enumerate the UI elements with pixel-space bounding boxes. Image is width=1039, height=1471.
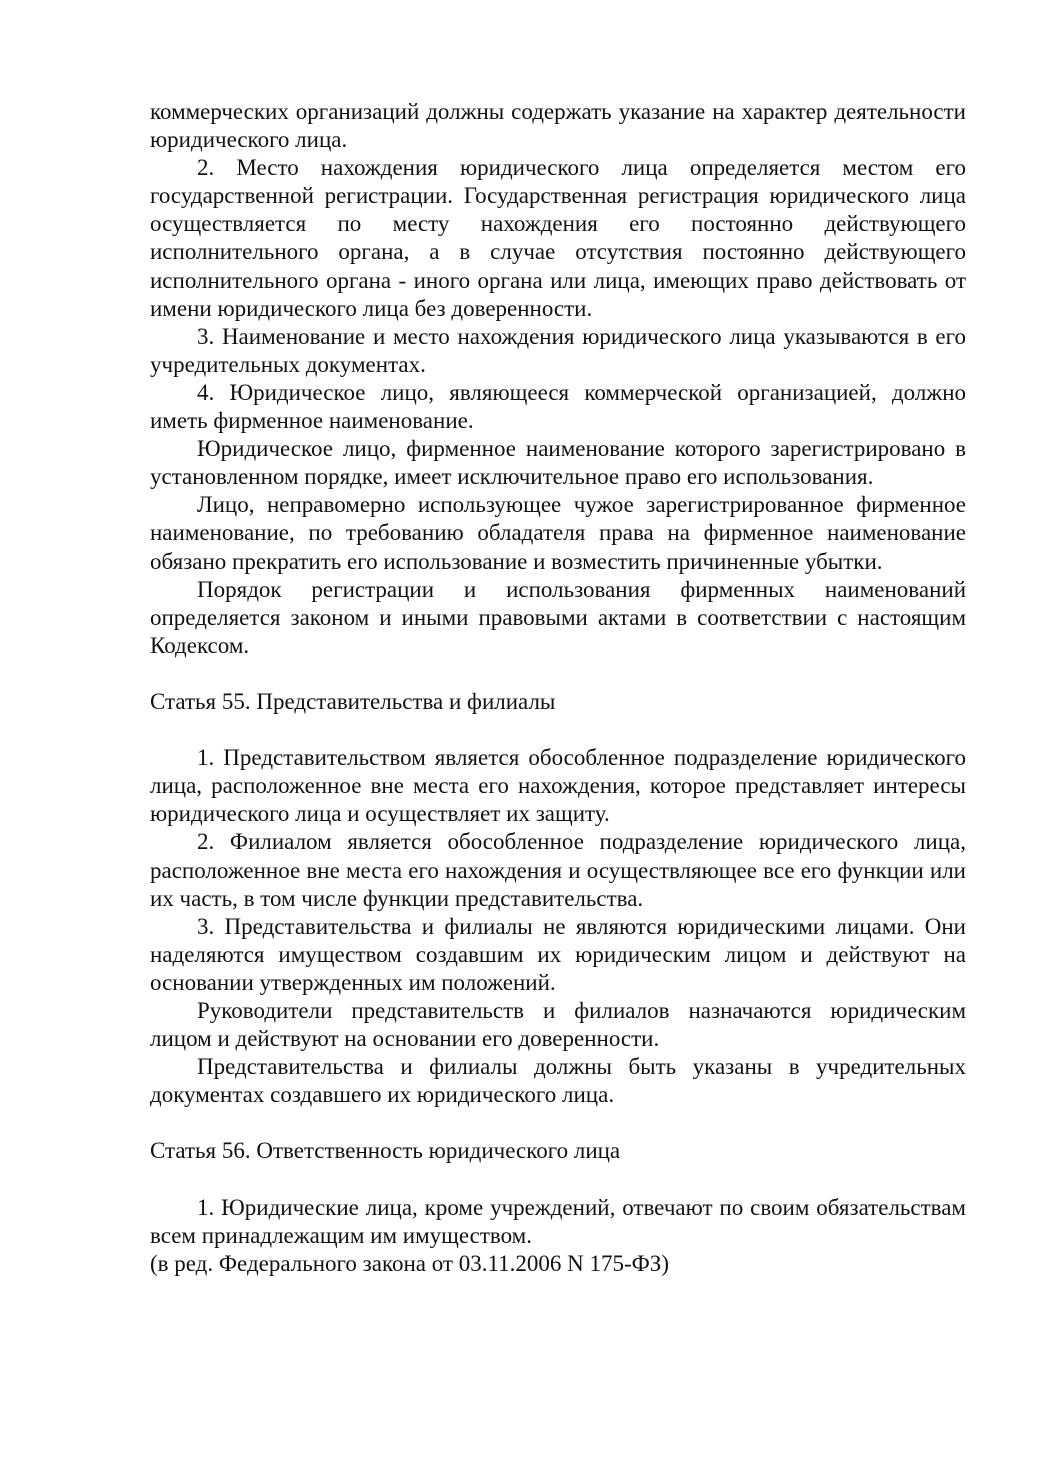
article-55-paragraph-1: 1. Представительством является обособленное подразделение юридического лица, расположенное вне места его нахождения, которое представляет интересы юридического лица и осуществляет их защиту. (150, 745, 966, 827)
paragraph-location: 2. Место нахождения юридического лица определяется местом его государственной регистрации. Государственная регистрация юридического лица осуществляется по месту нахождения его постоянно действующего исполнительного органа, а в случае отсутствия постоянно действующего исполнительного органа - иного органа или лица, имеющих право действовать от имени юридического лица без доверенности. (150, 155, 966, 321)
spacer (150, 1166, 966, 1194)
article-56-paragraph-1: 1. Юридические лица, кроме учреждений, отвечают по своим обязательствам всем принадлежащим им имуществом. (150, 1194, 966, 1248)
spacer (150, 716, 966, 744)
article-56-heading: Статья 56. Ответственность юридического лица (150, 1138, 621, 1164)
paragraph-exclusive-right: Юридическое лицо, фирменное наименование которого зарегистрировано в установленном порядке, имеет исключительное право его использования. (150, 436, 966, 490)
article-55-paragraph-3: 3. Представительства и филиалы не являются юридическими лицами. Они наделяются имуществом создавшим их юридическим лицом и действуют на основании утвержденных им положений. (150, 913, 966, 995)
article-55-paragraph-5: Представительства и филиалы должны быть указаны в учредительных документах создавшего их юридического лица. (150, 1054, 966, 1108)
article-55-heading: Статья 55. Представительства и филиалы (150, 688, 556, 714)
spacer (150, 660, 966, 688)
article-55-paragraph-4: Руководители представительств и филиалов назначаются юридическим лицом и действуют на основании его доверенности. (150, 998, 966, 1052)
paragraph-registration-order: Порядок регистрации и использования фирменных наименований определяется законом и иными правовыми актами в соответствии с настоящим Кодексом. (150, 576, 966, 658)
amendment-note: (в ред. Федерального закона от 03.11.2006 N 175-ФЗ) (150, 1250, 669, 1276)
spacer (150, 1109, 966, 1137)
paragraph-name-and-location: 3. Наименование и место нахождения юридического лица указываются в его учредительных документах. (150, 323, 966, 377)
paragraph-continuation: коммерческих организаций должны содержать указание на характер деятельности юридического лица. (150, 99, 966, 153)
document-page (150, 98, 966, 1278)
paragraph-firm-name: 4. Юридическое лицо, являющееся коммерческой организацией, должно иметь фирменное наименование. (150, 379, 966, 434)
article-55-paragraph-2: 2. Филиалом является обособленное подразделение юридического лица, расположенное вне места его нахождения и осуществляющее все его функции или их часть, в том числе функции представительства. (150, 829, 966, 911)
paragraph-unlawful-use: Лицо, неправомерно использующее чужое зарегистрированное фирменное наименование, по требованию обладателя права на фирменное наименование обязано прекратить его использование и возместить причиненные убытки. (150, 492, 966, 574)
